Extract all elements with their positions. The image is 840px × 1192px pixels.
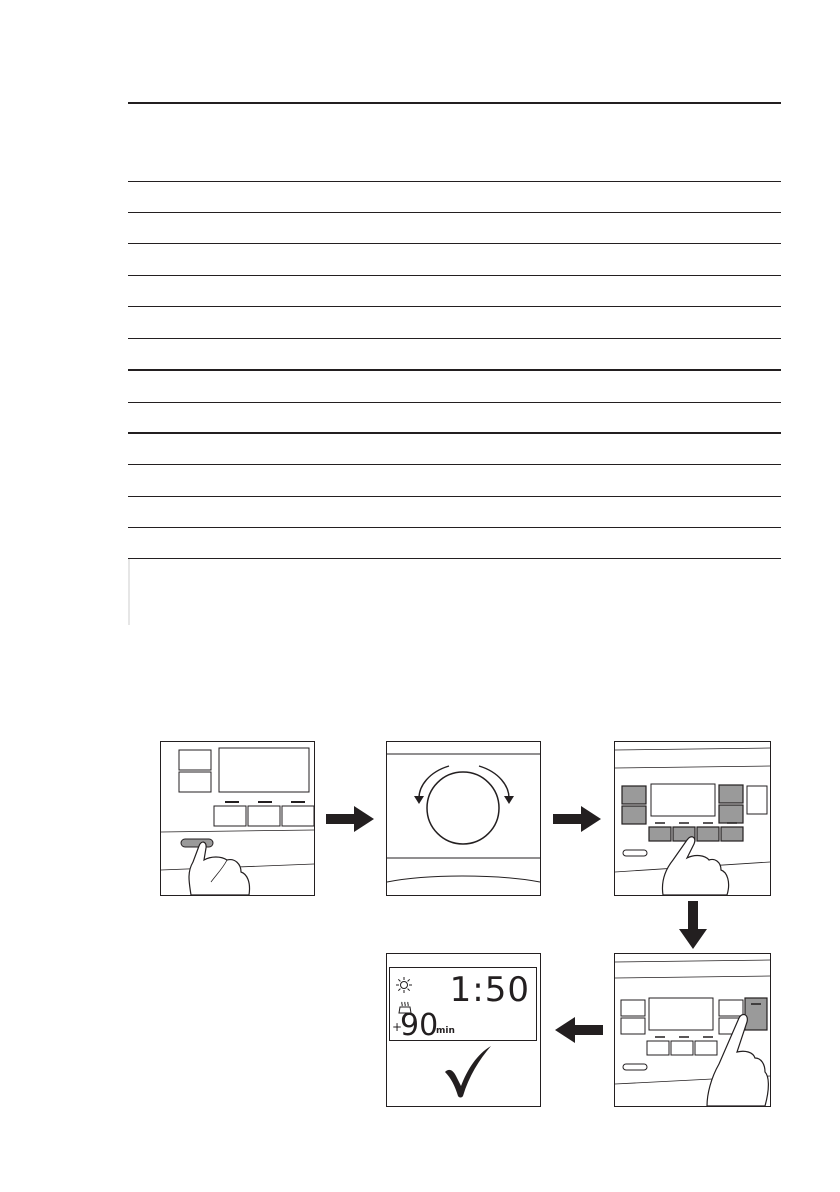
table-row — [128, 181, 781, 213]
extra-time-value: 90 — [400, 1008, 439, 1043]
table-row — [128, 338, 781, 371]
step-4-panel — [614, 953, 771, 1107]
table-row — [128, 275, 781, 307]
arrow-right-icon — [326, 806, 374, 832]
arrow-right-icon — [553, 806, 601, 832]
step-1-panel — [160, 741, 315, 896]
table-row — [128, 371, 781, 403]
table-row — [128, 402, 781, 434]
table-row — [128, 306, 781, 339]
extra-time-unit: min — [436, 1026, 455, 1036]
table-row — [128, 434, 781, 465]
extra-time-prefix: + — [392, 1020, 403, 1034]
table-row — [128, 212, 781, 244]
step-5-panel — [386, 953, 541, 1107]
table-row — [128, 496, 781, 528]
step-3-panel — [614, 741, 771, 896]
checkmark-icon — [443, 1046, 493, 1098]
table-row — [128, 527, 781, 559]
arrow-down-icon — [679, 901, 707, 949]
sun-icon — [396, 977, 412, 993]
lcd-display — [389, 967, 537, 1041]
program-time: 1:50 — [449, 970, 530, 1010]
pointing-hand-icon — [189, 842, 250, 895]
arrow-left-icon — [555, 1017, 603, 1043]
table-row — [128, 464, 781, 497]
table-header — [128, 102, 781, 182]
pointing-hand-icon — [662, 837, 728, 895]
table-row — [128, 243, 781, 276]
step-2-panel — [386, 741, 541, 896]
table-footer-bar — [128, 559, 130, 625]
